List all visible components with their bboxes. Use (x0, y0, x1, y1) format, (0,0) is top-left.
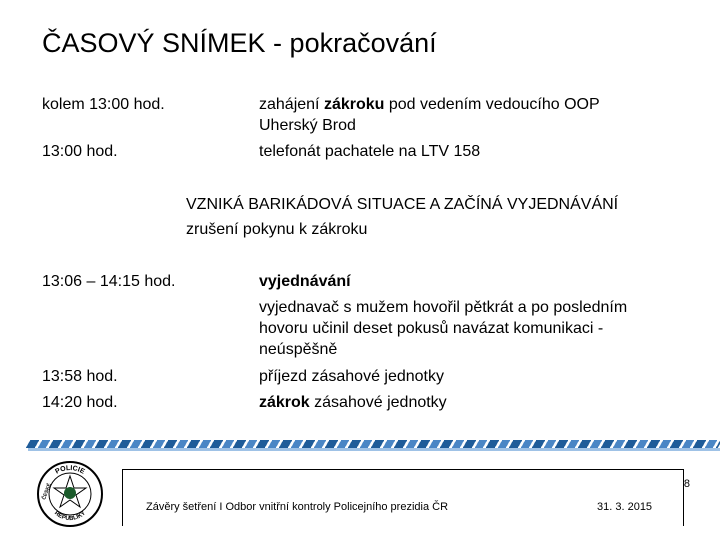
event-text (259, 94, 600, 115)
event-text: vyjednavač s mužem hovořil pětkrát a po posledním (259, 299, 628, 316)
situation-heading: VZNIKÁ BARIKÁDOVÁ SITUACE A ZAČÍNÁ VYJEDNÁVÁNÍ (186, 196, 619, 213)
event-text-part: zahájení (259, 96, 324, 113)
footer-box (122, 469, 684, 526)
event-text: hovoru učinil deset pokusů navázat komunikaci - (259, 320, 604, 337)
decorative-stripe (26, 440, 720, 448)
event-text-bold: zákroku (323, 96, 385, 113)
event-text: příjezd zásahové jednotky (259, 368, 444, 385)
event-text: telefonát pachatele na LTV 158 (259, 143, 481, 160)
event-heading: vyjednávání (259, 273, 351, 290)
footer-date: 31. 3. 2015 (597, 501, 653, 513)
time-label: kolem 13:00 hod. (42, 96, 165, 113)
footer-text: Závěry šetření I Odbor vnitřní kontroly Policejního prezidia ČR (146, 501, 449, 513)
event-text-part: pod vedením vedoucího OOP (384, 96, 600, 113)
logo-text-bottom: REPUBLIKY (52, 510, 88, 523)
event-text (259, 392, 447, 413)
police-logo (36, 460, 104, 528)
time-label: 13:00 hod. (42, 143, 118, 160)
time-label: 14:20 hod. (42, 394, 118, 411)
event-text-bold: zákrok (259, 394, 310, 411)
slide-title: ČASOVÝ SNÍMEK - pokračování (42, 28, 437, 58)
situation-text: zrušení pokynu k zákroku (186, 221, 368, 238)
decorative-stripe-line (28, 448, 720, 451)
logo-text-left: ČESKÉ (41, 482, 53, 501)
time-label: 13:58 hod. (42, 368, 118, 385)
event-text: neúspěšně (259, 341, 338, 358)
page-number: 8 (683, 478, 690, 490)
time-label: 13:06 – 14:15 hod. (42, 273, 176, 290)
logo-text-top: POLICIE (54, 464, 86, 476)
event-text: Uherský Brod (259, 117, 356, 134)
event-text-part: zásahové jednotky (309, 394, 447, 411)
